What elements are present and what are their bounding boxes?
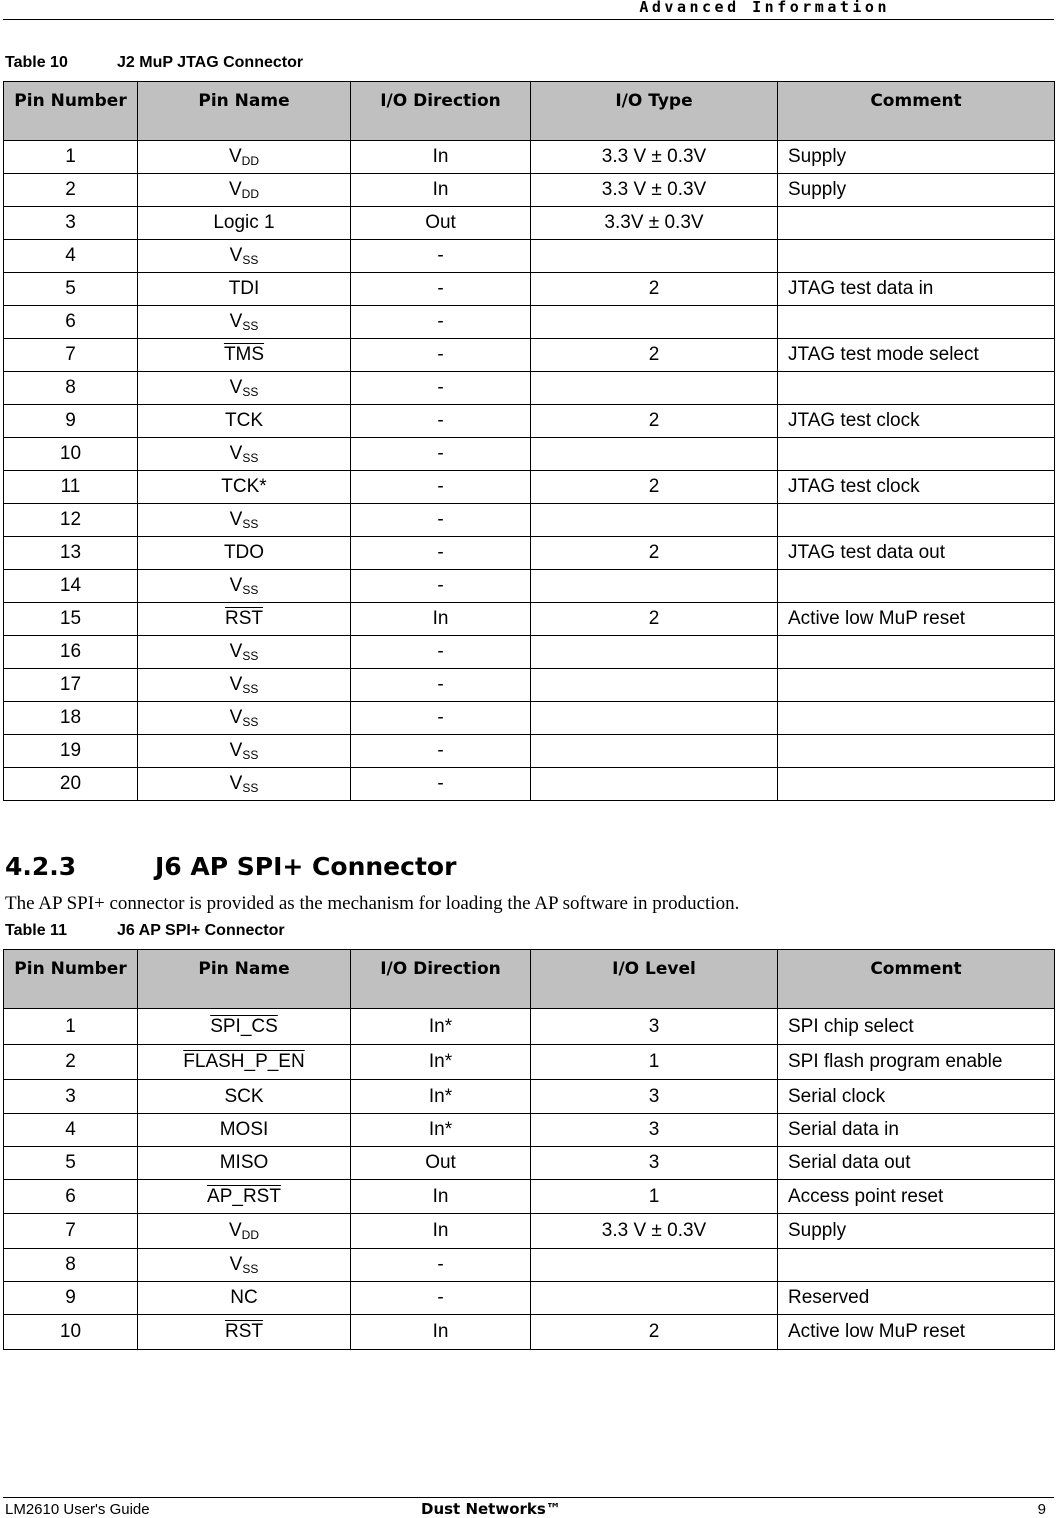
pin-number-cell: 5 <box>4 1147 138 1180</box>
table-row <box>4 735 1055 768</box>
pin-name: V <box>229 377 243 398</box>
pin-name: V <box>229 443 243 464</box>
pin-name-subscript: SS <box>242 1262 259 1276</box>
pin-name-cell <box>138 1315 351 1350</box>
pin-name: V <box>229 674 243 695</box>
pin-number-cell: 15 <box>4 603 138 636</box>
io-type-cell: 2 <box>531 1315 778 1350</box>
pin-name: V <box>229 740 243 761</box>
pin-number-cell: 4 <box>4 240 138 273</box>
io-type-cell: 2 <box>531 603 778 636</box>
table-row <box>4 1080 1055 1114</box>
comment-cell: Access point reset <box>778 1180 1055 1214</box>
io-type-cell: 1 <box>531 1045 778 1080</box>
io-type-cell <box>531 735 778 768</box>
pin-name: V <box>229 707 243 728</box>
pin-name-subscript: DD <box>241 187 260 201</box>
comment-cell: Supply <box>778 174 1055 207</box>
comment-cell <box>778 504 1055 537</box>
io-direction-cell: - <box>351 372 531 405</box>
pin-name-cell <box>138 1045 351 1080</box>
pin-name-cell <box>138 1214 351 1249</box>
table-row <box>4 570 1055 603</box>
pin-number-cell: 4 <box>4 1114 138 1147</box>
pin-name: $\overline{RST}$ <box>225 1321 263 1342</box>
pin-name-cell <box>138 1180 351 1214</box>
pin-name-cell <box>138 669 351 702</box>
pin-number-cell: 14 <box>4 570 138 603</box>
column-header: Pin Name <box>138 82 351 141</box>
table-row <box>4 1180 1055 1214</box>
comment-cell <box>778 240 1055 273</box>
io-type-cell: 2 <box>531 471 778 504</box>
table-row <box>4 1249 1055 1282</box>
io-direction-cell: - <box>351 471 531 504</box>
pin-name-cell <box>138 1080 351 1114</box>
pin-name-subscript: SS <box>242 385 259 399</box>
table10-label: Table 10 <box>5 54 68 71</box>
pin-name-cell <box>138 504 351 537</box>
pin-name: FLASH_P_EN <box>183 1051 305 1072</box>
io-type-cell: 3 <box>531 1114 778 1147</box>
table-row <box>4 141 1055 174</box>
column-header: I/O Type <box>531 82 778 141</box>
pin-name: V <box>229 575 243 596</box>
pin-number-cell: 8 <box>4 372 138 405</box>
pin-name: TDO <box>223 542 265 563</box>
column-header: I/O Level <box>531 950 778 1009</box>
io-type-cell: 2 <box>531 405 778 438</box>
io-type-cell: 3 <box>531 1009 778 1045</box>
io-type-cell: 2 <box>531 273 778 306</box>
pin-name: MOSI <box>219 1119 269 1140</box>
pin-name-cell <box>138 1114 351 1147</box>
pin-name: TCK* <box>221 476 267 497</box>
pin-number-cell: 10 <box>4 438 138 471</box>
table-row <box>4 1147 1055 1180</box>
pin-name-subscript: SS <box>242 319 259 333</box>
table-row <box>4 471 1055 504</box>
pin-name: TCK <box>225 410 263 431</box>
table-row <box>4 174 1055 207</box>
io-type-cell: 3.3 V ± 0.3V <box>531 141 778 174</box>
pin-name-cell <box>138 735 351 768</box>
pin-name-subscript: SS <box>242 517 259 531</box>
jtag-connector-table <box>3 81 1055 801</box>
pin-number-cell: 2 <box>4 174 138 207</box>
pin-name-cell <box>138 1249 351 1282</box>
pin-number-cell: 7 <box>4 339 138 372</box>
column-header: Comment <box>778 950 1055 1009</box>
io-direction-cell: In <box>351 141 531 174</box>
io-direction-cell: In <box>351 174 531 207</box>
pin-name: NC <box>230 1287 258 1308</box>
pin-number-cell: 1 <box>4 1009 138 1045</box>
pin-name-cell <box>138 1282 351 1315</box>
io-type-cell: 3.3 V ± 0.3V <box>531 1214 778 1249</box>
table-header-row <box>4 950 1055 1009</box>
header-title: Advanced Information <box>639 0 890 16</box>
pin-number-cell: 6 <box>4 1180 138 1214</box>
io-direction-cell: In* <box>351 1009 531 1045</box>
io-direction-cell: In <box>351 1214 531 1249</box>
io-type-cell <box>531 768 778 801</box>
pin-name-subscript: SS <box>242 253 259 267</box>
pin-name-cell <box>138 636 351 669</box>
pin-number-cell: 10 <box>4 1315 138 1350</box>
pin-number-cell: 5 <box>4 273 138 306</box>
section-paragraph: The AP SPI+ connector is provided as the mechanism for loading the AP software in production. <box>5 893 740 914</box>
pin-name-subscript: DD <box>241 1228 260 1242</box>
table-row <box>4 669 1055 702</box>
pin-name-cell <box>138 471 351 504</box>
pin-number-cell: 9 <box>4 1282 138 1315</box>
io-direction-cell: - <box>351 306 531 339</box>
pin-name-cell <box>138 240 351 273</box>
io-type-cell: 2 <box>531 339 778 372</box>
pin-name: Logic 1 <box>213 212 275 233</box>
comment-cell <box>778 636 1055 669</box>
column-header: Pin Number <box>4 950 138 1009</box>
comment-cell <box>778 669 1055 702</box>
pin-number-cell: 12 <box>4 504 138 537</box>
comment-cell <box>778 372 1055 405</box>
pin-name: V <box>229 509 243 530</box>
column-header: Comment <box>778 82 1055 141</box>
pin-name-cell <box>138 273 351 306</box>
pin-name-cell <box>138 570 351 603</box>
pin-name: TDI <box>228 278 260 299</box>
io-type-cell <box>531 669 778 702</box>
pin-name: V <box>228 146 242 167</box>
spi-connector-table <box>3 949 1055 1350</box>
table-row <box>4 240 1055 273</box>
table-row <box>4 1045 1055 1080</box>
table11-title: J6 AP SPI+ Connector <box>117 922 285 939</box>
io-direction-cell: - <box>351 438 531 471</box>
page-number: 9 <box>1037 1501 1046 1518</box>
pin-name: SCK <box>224 1085 264 1107</box>
table-row <box>4 1315 1055 1350</box>
io-direction-cell: - <box>351 636 531 669</box>
table-row <box>4 603 1055 636</box>
pin-number-cell: 11 <box>4 471 138 504</box>
table-header-row <box>4 82 1055 141</box>
io-direction-cell: - <box>351 1282 531 1315</box>
column-header: Pin Number <box>4 82 138 141</box>
io-type-cell <box>531 570 778 603</box>
io-direction-cell: - <box>351 768 531 801</box>
pin-name: V <box>229 641 243 662</box>
io-direction-cell: In <box>351 603 531 636</box>
io-type-cell: 1 <box>531 1180 778 1214</box>
io-type-cell: 3 <box>531 1080 778 1114</box>
comment-cell: JTAG test data in <box>778 273 1055 306</box>
section-number: 4.2.3 <box>5 852 77 881</box>
table-row <box>4 768 1055 801</box>
io-direction-cell: In <box>351 1180 531 1214</box>
comment-cell: JTAG test mode select <box>778 339 1055 372</box>
pin-number-cell: 19 <box>4 735 138 768</box>
footer-doc-title: LM2610 User's Guide <box>5 1501 150 1518</box>
pin-number-cell: 18 <box>4 702 138 735</box>
comment-cell: Serial clock <box>778 1080 1055 1114</box>
pin-number-cell: 20 <box>4 768 138 801</box>
io-type-cell <box>531 504 778 537</box>
column-header: I/O Direction <box>351 82 531 141</box>
comment-cell: Active low MuP reset <box>778 1315 1055 1350</box>
comment-cell: Serial data in <box>778 1114 1055 1147</box>
io-direction-cell: In* <box>351 1045 531 1080</box>
column-header: Pin Name <box>138 950 351 1009</box>
io-direction-cell: Out <box>351 1147 531 1180</box>
io-type-cell <box>531 372 778 405</box>
io-type-cell: 3.3 V ± 0.3V <box>531 174 778 207</box>
pin-name: AP_RST <box>207 1185 281 1207</box>
io-type-cell <box>531 636 778 669</box>
comment-cell: JTAG test data out <box>778 537 1055 570</box>
table-row <box>4 405 1055 438</box>
table-row <box>4 207 1055 240</box>
pin-name-cell <box>138 702 351 735</box>
pin-name-cell <box>138 405 351 438</box>
pin-name: $\overline{TMS}$ <box>223 344 265 365</box>
io-direction-cell: In* <box>351 1114 531 1147</box>
pin-name-cell <box>138 141 351 174</box>
pin-name: SPI_CS <box>210 1015 278 1037</box>
pin-name: MISO <box>219 1152 269 1173</box>
pin-number-cell: 6 <box>4 306 138 339</box>
comment-cell <box>778 438 1055 471</box>
io-direction-cell: In* <box>351 1080 531 1114</box>
io-direction-cell: - <box>351 537 531 570</box>
comment-cell: Supply <box>778 141 1055 174</box>
pin-name-subscript: SS <box>242 583 259 597</box>
pin-name: V <box>229 1254 243 1275</box>
io-type-cell <box>531 306 778 339</box>
io-type-cell <box>531 702 778 735</box>
comment-cell <box>778 1249 1055 1282</box>
io-type-cell: 3 <box>531 1147 778 1180</box>
table11-label: Table 11 <box>5 922 67 939</box>
pin-name-subscript: SS <box>242 682 259 696</box>
io-type-cell: 3.3V ± 0.3V <box>531 207 778 240</box>
pin-name-cell <box>138 1147 351 1180</box>
io-direction-cell: - <box>351 339 531 372</box>
io-type-cell <box>531 438 778 471</box>
comment-cell <box>778 570 1055 603</box>
table-row <box>4 1009 1055 1045</box>
io-direction-cell: Out <box>351 207 531 240</box>
pin-name: V <box>228 1220 242 1241</box>
table-row <box>4 438 1055 471</box>
pin-name: V <box>228 179 242 200</box>
table-row <box>4 372 1055 405</box>
io-direction-cell: - <box>351 570 531 603</box>
pin-number-cell: 16 <box>4 636 138 669</box>
io-direction-cell: - <box>351 702 531 735</box>
io-type-cell <box>531 240 778 273</box>
io-type-cell <box>531 1249 778 1282</box>
pin-number-cell: 3 <box>4 1080 138 1114</box>
io-type-cell <box>531 1282 778 1315</box>
pin-name-cell <box>138 603 351 636</box>
table-row <box>4 1214 1055 1249</box>
column-header: I/O Direction <box>351 950 531 1009</box>
io-direction-cell: - <box>351 405 531 438</box>
comment-cell <box>778 207 1055 240</box>
io-direction-cell: In <box>351 1315 531 1350</box>
pin-name: $\overline{RST}$ <box>225 608 263 629</box>
pin-name-subscript: DD <box>241 154 260 168</box>
comment-cell: SPI flash program enable <box>778 1045 1055 1080</box>
table-row <box>4 702 1055 735</box>
pin-name-subscript: SS <box>242 649 259 663</box>
comment-cell: Reserved <box>778 1282 1055 1315</box>
io-direction-cell: - <box>351 1249 531 1282</box>
table-row <box>4 537 1055 570</box>
pin-name-cell <box>138 372 351 405</box>
table11-caption <box>5 922 285 940</box>
comment-cell: Active low MuP reset <box>778 603 1055 636</box>
comment-cell: JTAG test clock <box>778 405 1055 438</box>
io-direction-cell: - <box>351 240 531 273</box>
pin-name-cell <box>138 438 351 471</box>
pin-name-cell <box>138 174 351 207</box>
pin-name-subscript: SS <box>242 748 259 762</box>
pin-name-cell <box>138 1009 351 1045</box>
table10-caption <box>5 54 303 72</box>
table-row <box>4 1282 1055 1315</box>
comment-cell: Serial data out <box>778 1147 1055 1180</box>
comment-cell <box>778 768 1055 801</box>
io-direction-cell: - <box>351 735 531 768</box>
pin-name: V <box>229 245 243 266</box>
pin-number-cell: 8 <box>4 1249 138 1282</box>
section-title: J6 AP SPI+ Connector <box>155 852 457 881</box>
comment-cell: SPI chip select <box>778 1009 1055 1045</box>
pin-name: V <box>229 773 243 794</box>
pin-name-cell <box>138 537 351 570</box>
table-row <box>4 339 1055 372</box>
io-direction-cell: - <box>351 669 531 702</box>
page-header <box>3 0 1054 20</box>
pin-name-subscript: SS <box>242 451 259 465</box>
pin-name: V <box>229 311 243 332</box>
comment-cell <box>778 735 1055 768</box>
io-direction-cell: - <box>351 504 531 537</box>
comment-cell: Supply <box>778 1214 1055 1249</box>
table-row <box>4 636 1055 669</box>
pin-number-cell: 3 <box>4 207 138 240</box>
section-heading <box>5 852 456 881</box>
table-row <box>4 273 1055 306</box>
table-row <box>4 504 1055 537</box>
table-row <box>4 1114 1055 1147</box>
footer-company: Dust Networks™ <box>421 1500 561 1518</box>
pin-number-cell: 7 <box>4 1214 138 1249</box>
comment-cell <box>778 306 1055 339</box>
pin-name-subscript: SS <box>242 715 259 729</box>
pin-number-cell: 9 <box>4 405 138 438</box>
comment-cell <box>778 702 1055 735</box>
pin-number-cell: 13 <box>4 537 138 570</box>
io-direction-cell: - <box>351 273 531 306</box>
pin-name-subscript: SS <box>242 781 259 795</box>
pin-name-cell <box>138 306 351 339</box>
pin-number-cell: 1 <box>4 141 138 174</box>
io-type-cell: 2 <box>531 537 778 570</box>
pin-name-cell <box>138 207 351 240</box>
page-footer <box>3 1497 1054 1518</box>
comment-cell: JTAG test clock <box>778 471 1055 504</box>
table-row <box>4 306 1055 339</box>
pin-name-cell <box>138 339 351 372</box>
pin-number-cell: 17 <box>4 669 138 702</box>
pin-number-cell: 2 <box>4 1045 138 1080</box>
pin-name-cell <box>138 768 351 801</box>
table10-title: J2 MuP JTAG Connector <box>117 54 304 71</box>
